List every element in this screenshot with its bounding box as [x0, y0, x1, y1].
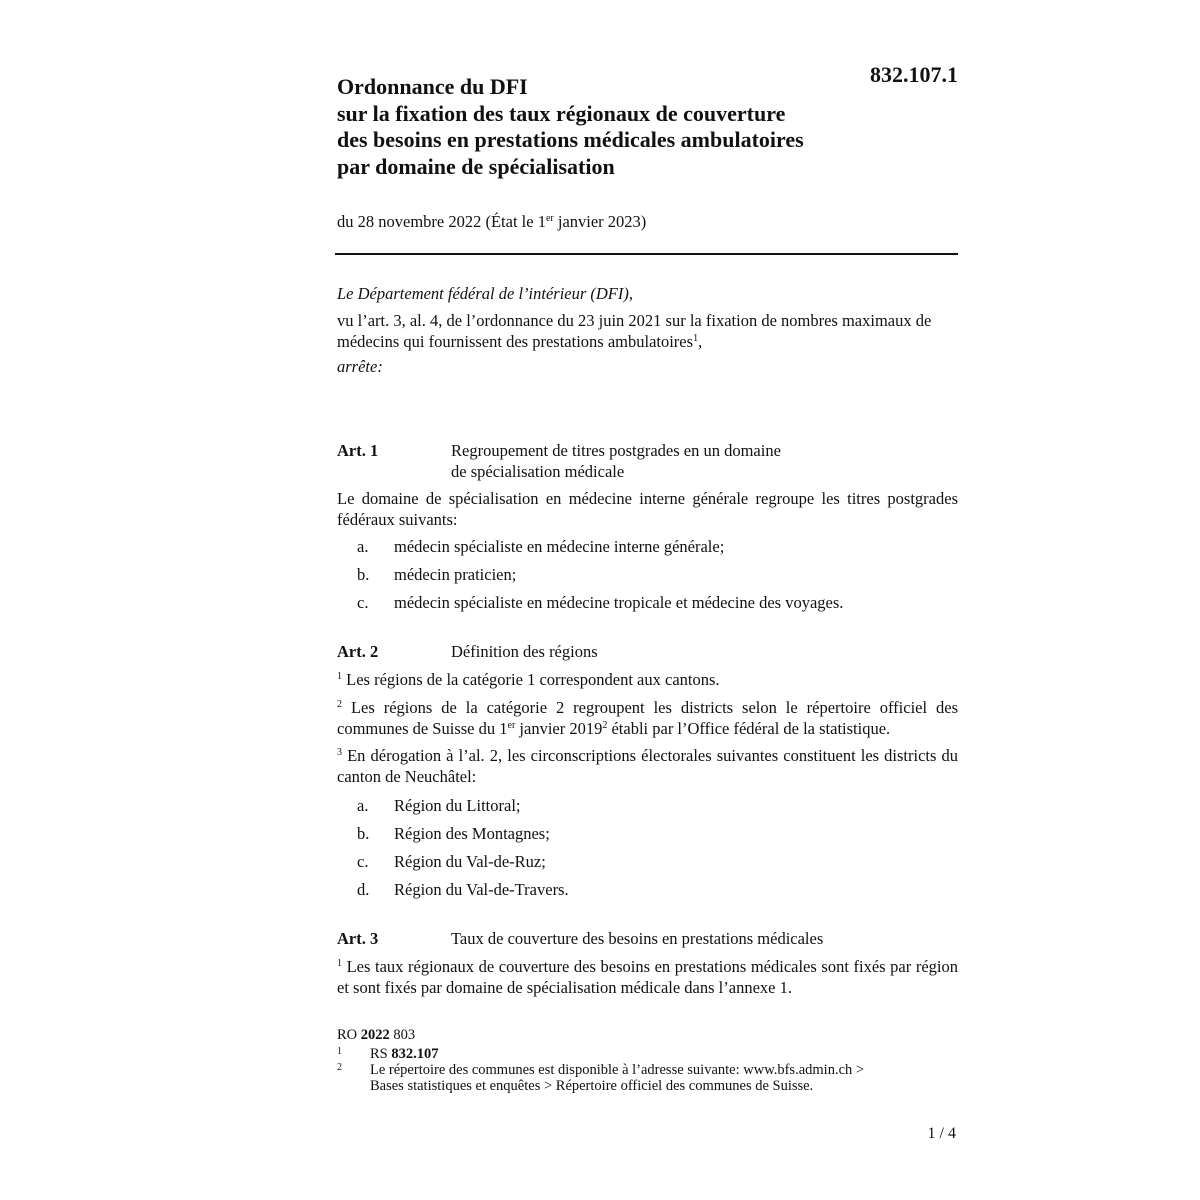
article-title-line: Taux de couverture des besoins en prestations médicales — [451, 929, 824, 948]
footnote-line: Le répertoire des communes est disponible à l’adresse suivante: www.bfs.admin.ch > — [370, 1062, 865, 1078]
list-text: Région des Montagnes; — [394, 824, 550, 843]
list-text: Région du Val-de-Travers. — [394, 880, 569, 899]
paragraph-text: Les régions de la catégorie 1 correspondent aux cantons. — [342, 670, 720, 689]
list-item — [337, 824, 958, 845]
list-text: Région du Val-de-Ruz; — [394, 852, 546, 871]
paragraph-text: établi par l’Office fédéral de la statistique. — [607, 718, 891, 738]
preamble-authority: Le Département fédéral de l’intérieur (DFI), — [337, 284, 634, 303]
paragraph-number: 1 — [337, 671, 342, 682]
paragraph-text: Les taux régionaux de couverture des besoins en prestations médicales sont fixés par région et sont fixés par domaine de spécialisation médicale dans l’annexe 1. — [337, 957, 958, 997]
list-item — [337, 852, 958, 873]
header-divider — [335, 253, 958, 255]
list-letter: d. — [357, 880, 370, 899]
title-line: Ordonnance du DFI — [337, 74, 528, 99]
date-superscript: er — [545, 213, 554, 224]
list-letter: a. — [357, 796, 369, 815]
article-3-paragraph-1 — [337, 957, 958, 998]
article-2-paragraph-3 — [337, 746, 958, 787]
paragraph-text: En dérogation à l’al. 2, les circonscriptions électorales suivantes constituent les districts du canton de Neuchâtel: — [337, 746, 958, 786]
list-text: médecin praticien; — [394, 565, 517, 584]
list-text: médecin spécialiste en médecine tropicale et médecine des voyages. — [394, 593, 844, 612]
footnote-line: Bases statistiques et enquêtes > Répertoire officiel des communes de Suisse. — [370, 1078, 814, 1094]
footnote-text — [370, 1062, 864, 1094]
footnote-prefix: RS — [370, 1046, 392, 1062]
ordinance-date — [337, 212, 646, 232]
title-line: par domaine de spécialisation — [337, 153, 615, 179]
list-text: Région du Littoral; — [394, 796, 521, 815]
article-title — [451, 441, 958, 482]
article-title-line: Définition des régions — [451, 642, 598, 661]
article-number: Art. 2 — [337, 642, 379, 661]
ordinance-title — [337, 74, 877, 180]
article-title-line: Regroupement de titres postgrades en un domaine — [451, 441, 781, 460]
list-item — [337, 593, 958, 614]
ro-prefix: RO — [337, 1027, 361, 1043]
official-collection-ref — [337, 1027, 415, 1044]
preamble-basis — [337, 311, 958, 352]
list-item — [337, 880, 958, 901]
article-2-paragraph-1 — [337, 670, 958, 691]
paragraph-text: Les régions de la catégorie 2 regroupent les districts selon le répertoire officiel des communes de Suisse du 1 — [337, 698, 958, 738]
date-suffix: janvier 2023) — [553, 212, 647, 231]
list-item — [337, 537, 958, 558]
article-title-line: de spécialisation médicale — [451, 461, 625, 481]
footnote — [337, 1046, 958, 1062]
ro-page: 803 — [389, 1027, 416, 1043]
sr-number: 832.107.1 — [870, 62, 958, 87]
paragraph-number: 2 — [337, 699, 342, 710]
article-number: Art. 3 — [337, 929, 379, 948]
list-letter: a. — [357, 537, 369, 556]
article-heading — [337, 642, 958, 663]
paragraph-number: 3 — [337, 747, 342, 758]
preamble-basis-text: vu l’art. 3, al. 4, de l’ordonnance du 23 juin 2021 sur la fixation de nombres maximaux de médecins qui fournissent des prestations ambulatoires — [337, 311, 932, 351]
footnote-bold: 832.107 — [391, 1046, 439, 1062]
date-prefix: du 28 novembre 2022 (État le 1 — [337, 212, 546, 231]
title-line: sur la fixation des taux régionaux de couverture — [337, 100, 786, 126]
article-heading — [337, 929, 958, 950]
article-1-intro: Le domaine de spécialisation en médecine interne générale regroupe les titres postgrades fédéraux suivants: — [337, 489, 958, 529]
footnote — [337, 1062, 958, 1094]
list-text: médecin spécialiste en médecine interne générale; — [394, 537, 725, 556]
date-superscript: er — [507, 719, 516, 731]
footnote-ref: 1 — [693, 332, 699, 344]
list-letter: c. — [357, 593, 369, 612]
list-letter: b. — [357, 565, 370, 584]
list-letter: b. — [357, 824, 370, 843]
preamble-decree: arrête: — [337, 357, 383, 376]
document-page — [337, 0, 958, 1200]
article-title — [451, 929, 958, 950]
article-heading — [337, 441, 958, 482]
list-letter: c. — [357, 852, 369, 871]
list-item — [337, 796, 958, 817]
list-item — [337, 565, 958, 586]
article-number: Art. 1 — [337, 441, 379, 460]
paragraph-number: 1 — [337, 958, 342, 969]
footnote-text — [370, 1046, 439, 1062]
footnote-ref: 2 — [602, 719, 608, 731]
article-title — [451, 642, 958, 663]
article-2-paragraph-2 — [337, 698, 958, 739]
paragraph-text: janvier 2019 — [515, 718, 603, 738]
ro-year: 2022 — [360, 1027, 390, 1043]
page-number: 1 / 4 — [927, 1125, 956, 1142]
preamble-basis-end: , — [698, 331, 703, 351]
footnote-mark: 2 — [337, 1062, 342, 1073]
title-line: des besoins en prestations médicales ambulatoires — [337, 127, 804, 152]
footnote-mark: 1 — [337, 1046, 342, 1057]
